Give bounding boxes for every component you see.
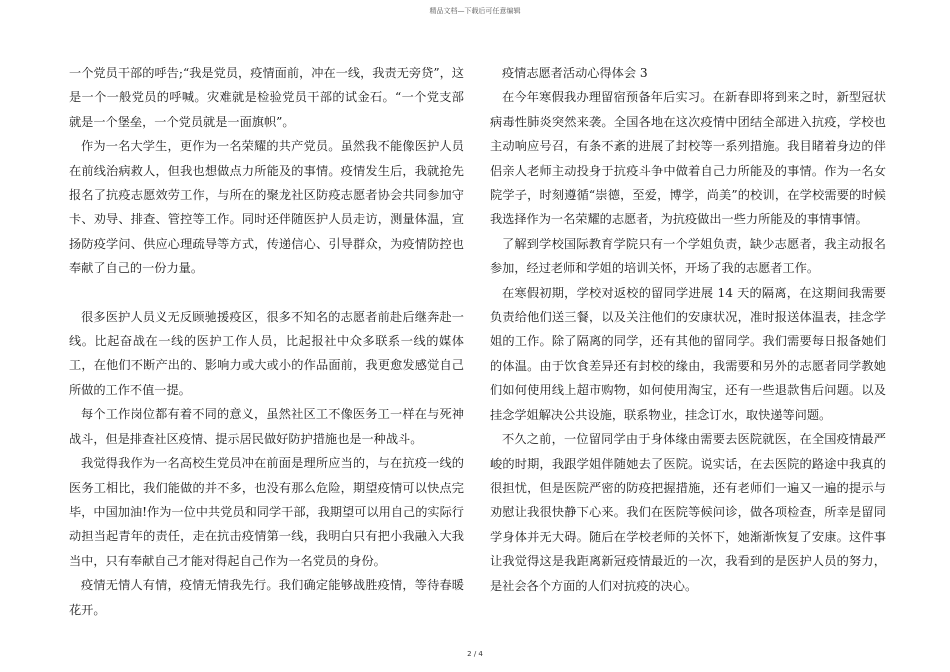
right-column — [490, 61, 886, 598]
page-header: 精品文档—下载后可任意编辑 — [429, 7, 521, 15]
left-paragraph-5: 我觉得我作为一名高校生党员冲在前面是理所应当的，与在抗疫一线的医务工相比，我们能做的并不多，也没有那么危险，期望疫情可以快点完毕，中国加油!作为一位中共党员和同学干部，我期望可以用自己的实际行动担当起青年的责任，走在抗击疫情第一线，我明白只有把小我融入大我当中，只有奉献自己才能对得起自己作为一名党员的身份。 — [69, 456, 464, 568]
left-paragraph-1: 一个党员干部的呼告;“我是党员，疫情面前，冲在一线，我责无旁贷”，这是一个一般党员的呼喊。灾难就是检验党员干部的试金石。“一个党支部就是一个堡垒，一个党员就是一面旗帜”。 — [69, 66, 464, 129]
left-paragraph-6: 疫情无情人有情，疫情无情我先行。我们确定能够战胜疫情，等待春暖花开。 — [69, 578, 464, 617]
paragraph-gap — [69, 281, 464, 305]
section-title: 疫情志愿者活动心得体会 3 — [502, 66, 648, 80]
right-paragraph-1: 在今年寒假我办理留宿预备年后实习。在新春即将到来之时，新型冠状病毒性肺炎突然来袭。全国各地在这次疫情中团结全部进入抗疫，学校也主动响应号召，有条不紊的进展了封校等一系列措施。我目睹着身边的伴侣亲人老师主动投身于抗疫斗争中做着自己力所能及的事情。作为一名女院学子，时刻遵循“崇德，至爱，博学，尚美”的校训，在学校需要的时候我选择作为一名荣耀的志愿者，为抗疫做出一些力所能及的事情事情。 — [490, 90, 886, 227]
left-paragraph-4: 每个工作岗位都有着不同的意义，虽然社区工不像医务工一样在与死神战斗，但是排查社区疫情、提示居民做好防护措施也是一种战斗。 — [69, 407, 464, 446]
left-paragraph-3: 很多医护人员义无反顾驰援疫区，很多不知名的志愿者前赴后继奔赴一线。比起奋战在一线的医护工作人员，比起报社中众多联系一线的媒体工，在他们不断产出的、影响力或大或小的作品面前，我更愈发感觉自己所做的工作不值一提。 — [69, 309, 464, 397]
page-number: 2 / 4 — [467, 650, 483, 658]
right-paragraph-3: 在寒假初期，学校对返校的留同学进展 14 天的隔离，在这期间我需要负责给他们送三餐，以及关注他们的安康状况，准时报送体温表，挂念学姐的工作。除了隔离的同学，还有其他的留同学。我们需要每日报备她们的体温。由于饮食差异还有封校的缘由，我需要和另外的志愿者同学教她们如何使用线上超市购物，如何使用淘宝，还有一些退款售后问题。以及挂念学姐解决公共设施，联系物业，挂念订水，取快递等问题。 — [490, 285, 886, 422]
right-paragraph-2: 了解到学校国际教育学院只有一个学姐负责，缺少志愿者，我主动报名参加，经过老师和学姐的培训关怀，开场了我的志愿者工作。 — [490, 236, 886, 276]
left-paragraph-2: 作为一名大学生，更作为一名荣耀的共产党员。虽然我不能像医护人员在前线治病救人，但我也想做点力所能及的事情。疫情发生后，我就抢先报名了抗疫志愿效劳工作，与所在的聚龙社区防疫志愿者协会共同参加守卡、劝导、排查、管控等工作。同时还伴随医护人员走访，测量体温，宣扬防疫学问、供应心理疏导等方式，传递信心、引导群众，为疫情防控也奉献了自己的一份力量。 — [69, 139, 464, 276]
left-column — [69, 61, 464, 622]
right-paragraph-4: 不久之前，一位留同学由于身体缘由需要去医院就医，在全国疫情最严峻的时期，我跟学姐伴随她去了医院。说实话，在去医院的路途中我真的很担忧，但是医院严密的防疫把握措施，还有老师们一遍又一遍的提示与劝慰让我很快静下心来。我们在医院等候问诊，做各项检查，所幸是留同学身体并无大碍。随后在学校老师的关怀下，她渐渐恢复了安康。这件事让我觉得这是我距离新冠疫情最近的一次，我看到的是医护人员的努力，是社会各个方面的人们对抗疫的决心。 — [490, 432, 886, 593]
